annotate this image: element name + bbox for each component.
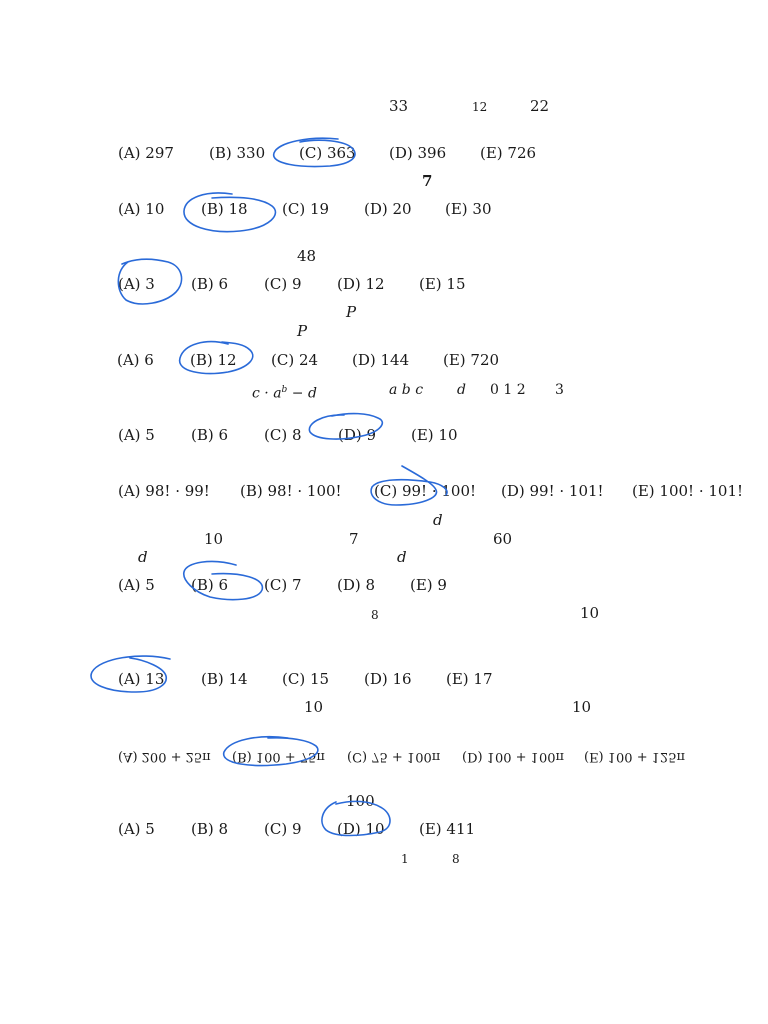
q1-choice-c: (C) 363 <box>299 144 356 162</box>
q1-choice-d: (D) 396 <box>389 144 447 162</box>
fragment-p-top: P <box>346 303 357 321</box>
q6-choice-a: (A) 98! · 99! <box>118 482 210 500</box>
q10-choice-c: (C) 9 <box>264 820 302 838</box>
q6-choice-c: (C) 99! · 100! <box>374 482 477 500</box>
q8-choice-e: (E) 17 <box>446 670 493 688</box>
fragment-7-q7: 7 <box>349 530 359 548</box>
q1-choice-e: (E) 726 <box>480 144 537 162</box>
fragment-10: 10 <box>204 530 224 548</box>
q10-choice-e: (E) 411 <box>419 820 476 838</box>
fragment-8: 8 <box>371 608 379 622</box>
fragment-d-q6: d <box>433 511 443 529</box>
q6-choice-b: (B) 98! · 100! <box>240 482 342 500</box>
q8-choice-b: (B) 14 <box>201 670 248 688</box>
q7-choice-a: (A) 5 <box>118 576 155 594</box>
q5-choice-a: (A) 5 <box>118 426 155 444</box>
q10-choice-d: (D) 10 <box>337 820 385 838</box>
q3-choice-d: (D) 12 <box>337 275 385 293</box>
q4-choice-a: (A) 6 <box>117 351 154 369</box>
q9-choice-d: (D) 100 + 100π <box>462 749 565 764</box>
q5-choice-c: (C) 8 <box>264 426 302 444</box>
fragment-d: d <box>457 382 466 398</box>
fragment-10-q9-right: 10 <box>572 698 592 716</box>
q2-choice-a: (A) 10 <box>118 200 165 218</box>
q8-choice-a: (A) 13 <box>118 670 165 688</box>
fragment-d-left: d <box>138 548 148 566</box>
q4-choice-b: (B) 12 <box>190 351 237 369</box>
q7-choice-b: (B) 6 <box>191 576 229 594</box>
q8-choice-d: (D) 16 <box>364 670 412 688</box>
q5-choice-b: (B) 6 <box>191 426 229 444</box>
q4-choice-e: (E) 720 <box>443 351 500 369</box>
q6-choice-e: (E) 100! · 101! <box>632 482 744 500</box>
q3-choice-a: (A) 3 <box>118 275 155 293</box>
q3-choice-c: (C) 9 <box>264 275 302 293</box>
q9-choice-e: (E) 100 + 125π <box>584 749 686 764</box>
q7-choice-d: (D) 8 <box>337 576 376 594</box>
q8-choice-c: (C) 15 <box>282 670 330 688</box>
fragment-p-bottom: P <box>297 322 308 340</box>
fragment-12: 12 <box>472 100 488 114</box>
q5-choice-e: (E) 10 <box>411 426 458 444</box>
q4-choice-d: (D) 144 <box>352 351 410 369</box>
fragment-48: 48 <box>297 247 317 265</box>
fragment-10-q9-left: 10 <box>304 698 324 716</box>
fragment-100: 100 <box>346 792 375 810</box>
fragment-1: 1 <box>401 852 409 866</box>
q9-choice-a: (A) 200 + 25π <box>118 749 211 764</box>
q2-choice-c: (C) 19 <box>282 200 330 218</box>
q2-choice-e: (E) 30 <box>445 200 492 218</box>
q1-choice-a: (A) 297 <box>118 144 174 162</box>
fragment-3: 3 <box>555 382 564 398</box>
q9-choice-c: (C) 75 + 100π <box>347 749 441 764</box>
q5-choice-d: (D) 9 <box>338 426 377 444</box>
fragment-variables: a b c <box>389 382 424 398</box>
q9-choice-b: (B) 100 + 75π <box>232 749 325 764</box>
q1-choice-b: (B) 330 <box>209 144 266 162</box>
fragment-expression: $c \cdot a^b - d$ <box>252 385 317 402</box>
q10-choice-a: (A) 5 <box>118 820 155 838</box>
q3-choice-b: (B) 6 <box>191 275 229 293</box>
fragment-33: 33 <box>389 97 409 115</box>
q4-choice-c: (C) 24 <box>271 351 319 369</box>
q7-choice-c: (C) 7 <box>264 576 302 594</box>
q10-choice-b: (B) 8 <box>191 820 229 838</box>
q2-choice-b: (B) 18 <box>201 200 248 218</box>
fragment-7: 7 <box>422 172 433 190</box>
q7-choice-e: (E) 9 <box>410 576 447 594</box>
q2-choice-d: (D) 20 <box>364 200 412 218</box>
fragment-digits: 0 1 2 <box>490 382 526 398</box>
fragment-8-bottom: 8 <box>452 852 460 866</box>
fragment-10-q8: 10 <box>580 604 600 622</box>
q3-choice-e: (E) 15 <box>419 275 466 293</box>
fragment-60: 60 <box>493 530 513 548</box>
q6-choice-d: (D) 99! · 101! <box>501 482 604 500</box>
fragment-22: 22 <box>530 97 550 115</box>
fragment-d-right: d <box>397 548 407 566</box>
